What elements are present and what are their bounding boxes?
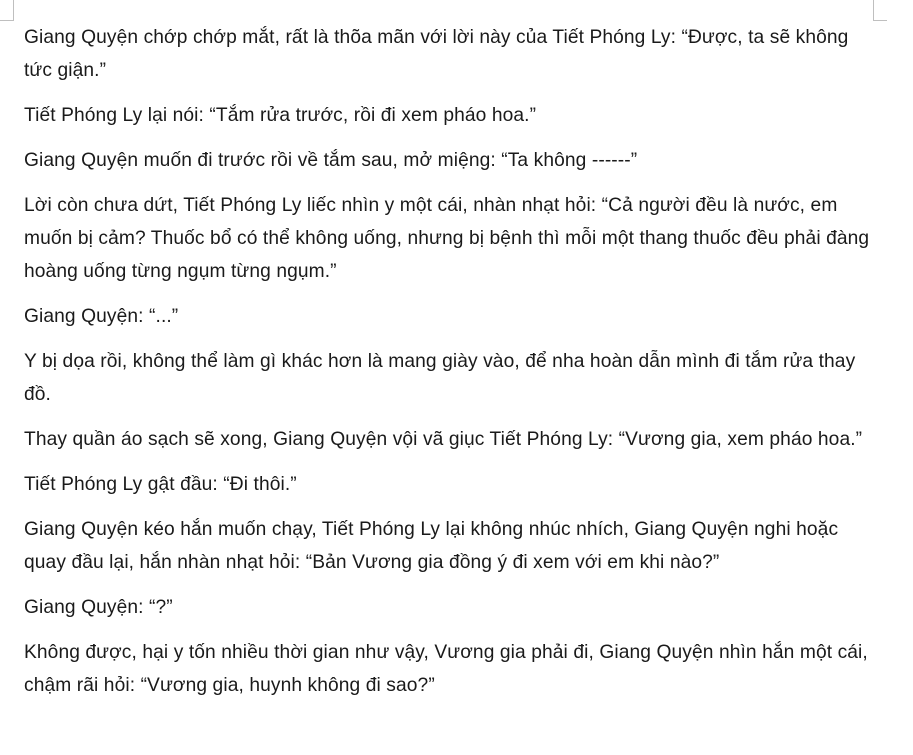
- paragraph: Tiết Phóng Ly lại nói: “Tắm rửa trước, rồi đi xem pháo hoa.”: [24, 105, 537, 126]
- paragraph: Giang Quyện: “...”: [24, 306, 179, 327]
- paragraph: Lời còn chưa dứt, Tiết Phóng Ly liếc nhìn y một cái, nhàn nhạt hỏi: “Cả người đều là nước, em muốn bị cảm? Thuốc bổ có thể không uống, nhưng bị bệnh thì mỗi một thang thuốc đều phải đàng hoàng uống từng ngụm từng ngụm.”: [24, 195, 870, 282]
- paragraph: Thay quần áo sạch sẽ xong, Giang Quyện vội vã giục Tiết Phóng Ly: “Vương gia, xem pháo hoa.”: [24, 429, 863, 450]
- paragraph: Tiết Phóng Ly gật đầu: “Đi thôi.”: [24, 474, 297, 495]
- top-left-margin-mark: [0, 0, 14, 21]
- paragraph: Giang Quyện kéo hắn muốn chạy, Tiết Phóng Ly lại không nhúc nhích, Giang Quyện nghi hoặc quay đầu lại, hắn nhàn nhạt hỏi: “Bản Vương gia đồng ý đi xem với em khi nào?”: [24, 519, 839, 573]
- paragraph: Giang Quyện: “?”: [24, 597, 173, 618]
- document-body[interactable]: [24, 21, 876, 714]
- paragraph: Y bị dọa rồi, không thể làm gì khác hơn là mang giày vào, để nha hoàn dẫn mình đi tắm rửa thay đồ.: [24, 351, 856, 405]
- paragraph: Không được, hại y tốn nhiều thời gian như vậy, Vương gia phải đi, Giang Quyện nhìn hắn một cái, chậm rãi hỏi: “Vương gia, huynh không đi sao?”: [24, 642, 868, 696]
- paragraph: Giang Quyện chớp chớp mắt, rất là thõa mãn với lời này của Tiết Phóng Ly: “Được, ta sẽ không tức giận.”: [24, 27, 849, 81]
- paragraph: Giang Quyện muốn đi trước rồi về tắm sau, mở miệng: “Ta không ------”: [24, 150, 638, 171]
- top-right-margin-mark: [873, 0, 887, 21]
